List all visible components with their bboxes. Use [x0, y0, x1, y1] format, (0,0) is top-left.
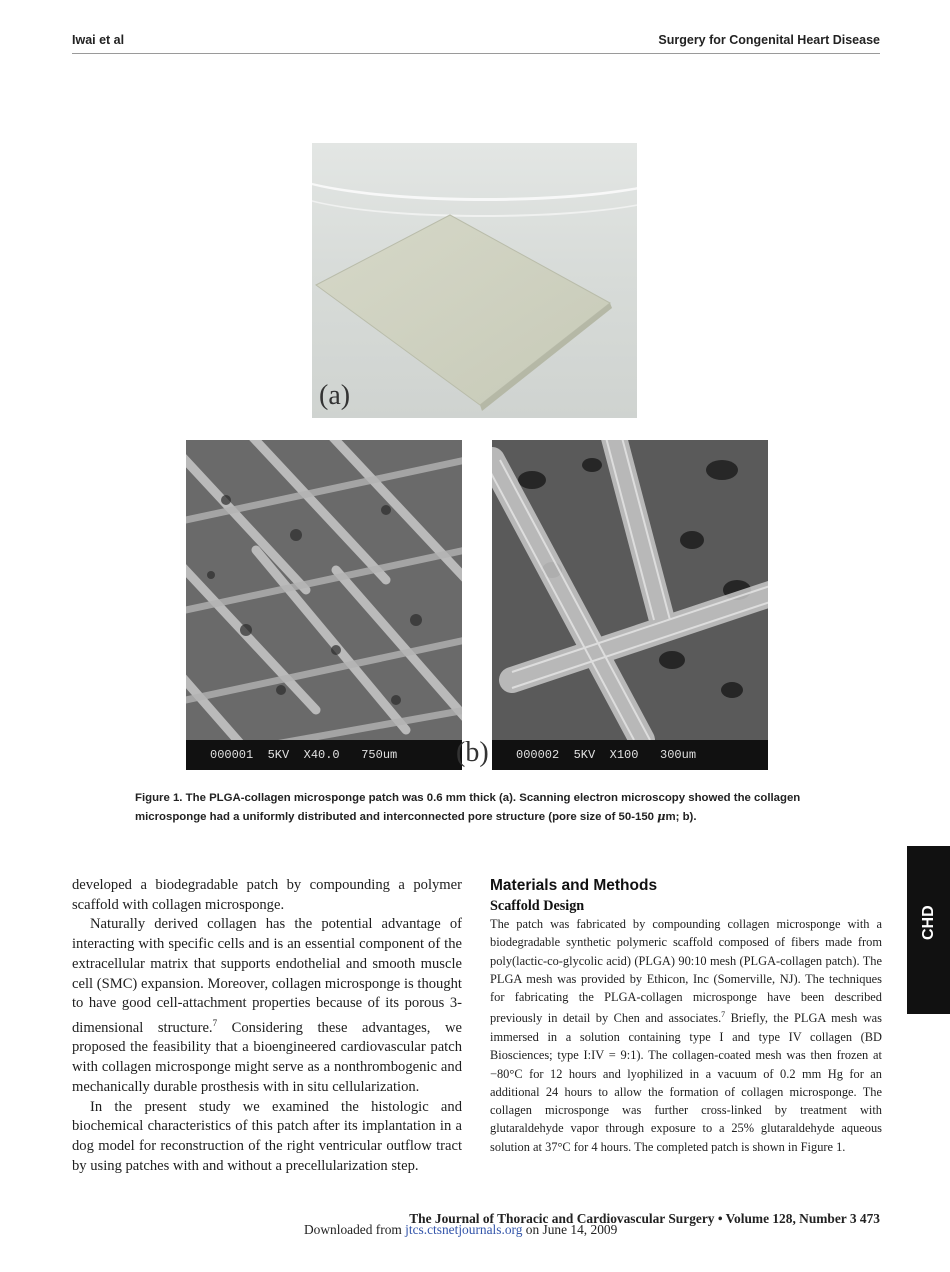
running-header-author: Iwai et al — [72, 33, 125, 47]
sem-right-texture — [492, 440, 768, 740]
download-link[interactable]: jtcs.ctsnetjournals.org — [405, 1222, 523, 1237]
left-paragraph-2 — [72, 915, 462, 1097]
caption-mu-symbol: μ — [657, 809, 666, 823]
footer-journal-line: The Journal of Thoracic and Cardiovascular Surgery • Volume 128, Number 3 473 — [409, 1211, 880, 1226]
caption-text-1: The PLGA-collagen microsponge patch was 0.6 mm thick (a). Scanning electron microscopy showed the collagen microsponge had a uniformly distributed and interconnected pore structure (pore size of 50-150 — [135, 792, 801, 823]
sem-right-readout: 000002 5KV X100 300um — [492, 740, 768, 770]
caption-lead: Figure 1. — [135, 792, 183, 804]
download-suffix: on June 14, 2009 — [522, 1222, 618, 1237]
collagen-patch-shape — [316, 215, 610, 405]
header-rule — [72, 53, 880, 54]
left-paragraph-2-a: Naturally derived collagen has the potential advantage of interacting with specific cells and is an essential component of the extracellular matrix that supports endothelial and smooth muscle cell (SMC) expansion. Moreover, collagen microsponge is thought to have good cell-attachment properties because of its porous 3-dimensional structure. — [72, 916, 462, 1036]
section-title: Materials and Methods — [490, 877, 658, 894]
side-tab-label: CHD — [920, 905, 937, 940]
right-body-b: Briefly, the PLGA mesh was immersed in a solution containing type I and type IV collagen (BD Biosciences; type I:IV = 9:1). The collagen-coated mesh was then frozen at −80°C for 12 hours and lyophilized in a vacuum of 0.2 mm Hg for an additional 24 hours to allow the formation of collagen microsponge. The collagen microsponge was further cross-linked by treatment with glutaraldehyde vapor through exposure to a 25% glutaraldehyde aqueous solution at 37°C for 4 hours. The completed patch is shown in Figure 1. — [490, 1011, 882, 1154]
caption-text-2: m; b). — [665, 811, 697, 823]
sem-left-readout: 000001 5KV X40.0 750um — [186, 740, 462, 770]
right-body — [490, 915, 882, 1156]
left-paragraph-1: developed a biodegradable patch by compounding a polymer scaffold with collagen microsponge. — [72, 877, 462, 913]
right-column — [490, 876, 882, 1156]
right-citation: 7 — [721, 1010, 726, 1020]
right-body-a: The patch was fabricated by compounding collagen microsponge with a biodegradable synthetic polymeric scaffold composed of fibers made from poly(lactic-co-glycolic acid) (PLGA) 90:10 mesh (PLGA-collagen patch). The PLGA mesh was provided by Ethicon, Inc (Somerville, NJ). The techniques for fabricating the PLGA-collagen microsponge have been described previously in detail by Chen and associates. — [490, 917, 882, 1026]
subsection-title: Scaffold Design — [490, 898, 585, 914]
sem-image-right — [492, 440, 768, 770]
left-paragraph-2-b: Considering these advantages, we proposed the feasibility that a bioengineered cardiovascular patch with collagen microsponge might serve as a nonthrombogenic and mechanically durable prosthesis with in situ cellularization. — [72, 1019, 462, 1095]
sem-image-left — [186, 440, 462, 770]
panel-b-label: (b) — [456, 737, 489, 768]
patch-illustration — [312, 143, 637, 418]
left-citation: 7 — [212, 1017, 218, 1028]
left-column — [72, 876, 462, 1176]
figure-panel-a-photo — [312, 143, 637, 418]
footer-download-line — [304, 1222, 617, 1238]
download-prefix: Downloaded from — [304, 1222, 406, 1237]
panel-a-label: (a) — [319, 380, 351, 411]
sem-left-texture — [186, 440, 462, 740]
running-header-section: Surgery for Congenital Heart Disease — [658, 33, 880, 47]
left-paragraph-3: In the present study we examined the histologic and biochemical characteristics of this patch after its implantation in a dog model for reconstruction of the right ventricular outflow tract by using patches with and without a precellularization step. — [72, 1098, 462, 1174]
figure-caption — [135, 789, 825, 826]
